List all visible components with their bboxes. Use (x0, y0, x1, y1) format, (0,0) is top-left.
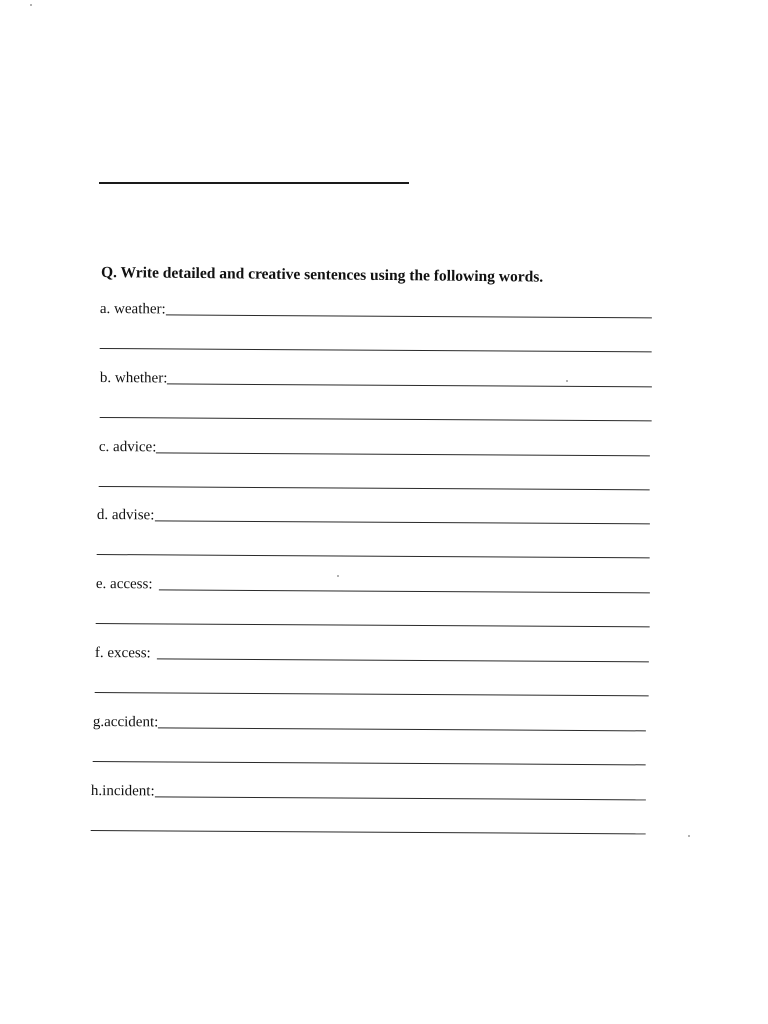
answer-line[interactable] (154, 520, 649, 524)
item-label: c. advice: (98, 438, 157, 456)
item-weather (100, 296, 652, 359)
answer-line-continuation[interactable] (96, 623, 650, 627)
answer-line[interactable] (166, 314, 652, 318)
answer-line-continuation[interactable] (99, 486, 650, 490)
question-heading: Q. Write detailed and creative sentences using the following words. (100, 264, 544, 286)
scan-speck (688, 835, 690, 837)
item-advise (97, 502, 650, 565)
item-incident (91, 778, 646, 841)
answer-line-continuation[interactable] (100, 417, 652, 421)
item-accident (93, 709, 646, 772)
item-label: b. whether: (99, 369, 168, 387)
item-label: d. advise: (96, 506, 155, 524)
answer-line[interactable] (167, 383, 652, 387)
item-label: a. weather: (99, 300, 166, 318)
answer-line-continuation[interactable] (95, 692, 649, 696)
item-whether (100, 365, 652, 428)
item-advice (99, 434, 650, 497)
answer-line[interactable] (157, 658, 649, 662)
answer-line[interactable] (155, 796, 646, 800)
item-label: f. excess: (94, 644, 151, 662)
answer-line[interactable] (158, 727, 646, 731)
name-blank-line[interactable] (99, 182, 409, 184)
answer-line-continuation[interactable] (97, 554, 650, 558)
answer-line-continuation[interactable] (91, 830, 646, 834)
answer-line-continuation[interactable] (93, 761, 646, 765)
item-label: h.incident: (90, 782, 155, 800)
item-label: e. access: (95, 575, 153, 593)
scan-speck (337, 575, 339, 577)
answer-line-continuation[interactable] (100, 348, 652, 352)
scan-speck (30, 4, 32, 6)
item-excess (95, 640, 649, 703)
scan-speck (566, 380, 568, 382)
answer-line[interactable] (159, 589, 650, 593)
answer-line[interactable] (156, 452, 650, 456)
item-label: g.accident: (92, 713, 159, 731)
item-access (96, 571, 650, 634)
